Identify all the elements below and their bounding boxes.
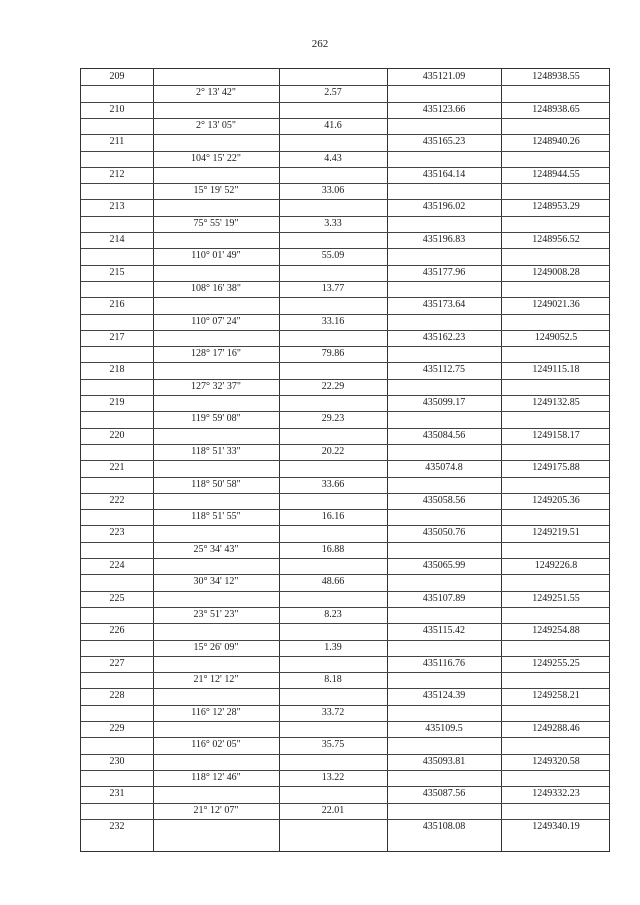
point-number: 212 (109, 168, 125, 180)
segment-distance: 22.01 (321, 804, 345, 816)
coordinate-x: 435173.64 (422, 299, 466, 311)
coordinate-y: 1249255.25 (532, 657, 580, 669)
point-number: 225 (109, 592, 125, 604)
coordinate-x: 435074.8 (425, 462, 463, 474)
coordinate-y: 1249251.55 (532, 592, 580, 604)
bearing-angle: 127° 32' 37" (191, 380, 241, 392)
coordinate-y: 1249115.18 (532, 364, 580, 376)
segment-distance: 22.29 (321, 380, 345, 392)
point-number: 227 (109, 657, 125, 669)
point-number: 217 (109, 331, 125, 343)
coordinate-x: 435099.17 (422, 397, 466, 408)
coordinate-x: 435196.02 (422, 201, 466, 213)
segment-distance: 4.43 (324, 152, 342, 164)
point-number: 219 (109, 397, 125, 408)
point-number: 224 (109, 560, 125, 571)
coordinate-x: 435165.23 (422, 136, 466, 148)
coordinate-y: 1249288.46 (532, 723, 580, 734)
segment-distance: 41.6 (324, 119, 342, 131)
coordinate-y: 1248938.55 (532, 71, 580, 82)
coordinate-y: 1249340.19 (532, 820, 580, 832)
bearing-angle: 2° 13' 42" (196, 87, 236, 99)
coordinate-y: 1249021.36 (532, 299, 580, 311)
segment-distance: 55.09 (321, 250, 345, 262)
segment-distance: 33.06 (321, 185, 345, 197)
coordinate-x: 435109.5 (425, 723, 463, 734)
bearing-angle: 110° 07' 24" (191, 315, 241, 327)
coordinate-y: 1248944.55 (532, 168, 580, 180)
coordinate-x: 435115.42 (422, 625, 466, 637)
bearing-angle: 104° 15' 22" (191, 152, 241, 164)
point-number: 221 (109, 462, 125, 474)
coordinate-x: 435164.14 (422, 168, 466, 180)
point-number: 231 (109, 788, 125, 800)
coordinate-y: 1249226.8 (534, 560, 578, 571)
coordinate-x: 435087.56 (422, 788, 466, 800)
coordinate-y: 1249219.51 (532, 527, 580, 539)
coordinate-y: 1248938.65 (532, 103, 580, 115)
segment-distance: 2.57 (324, 87, 342, 99)
coordinate-y: 1249052.5 (534, 331, 578, 343)
coordinate-table (80, 68, 610, 852)
bearing-angle: 110° 01' 49" (191, 250, 241, 262)
coordinate-x: 435050.76 (422, 527, 466, 539)
coordinate-x: 435058.56 (422, 494, 466, 506)
segment-distance: 8.18 (324, 674, 342, 686)
bearing-angle: 75° 55' 19" (193, 217, 239, 229)
coordinate-x: 435084.56 (422, 429, 466, 441)
point-number: 232 (109, 820, 125, 832)
bearing-angle: 118° 50' 58" (191, 478, 241, 490)
point-number: 210 (109, 103, 125, 115)
point-number: 230 (109, 755, 125, 767)
segment-distance: 33.16 (321, 315, 345, 327)
bearing-angle: 15° 26' 09" (193, 641, 239, 653)
coordinate-y: 1249254.88 (532, 625, 580, 637)
coordinate-y: 1249175.88 (532, 462, 580, 474)
point-number: 218 (109, 364, 125, 376)
segment-distance: 33.66 (321, 478, 345, 490)
coordinate-x: 435112.75 (422, 364, 466, 376)
coordinate-y: 1249258.21 (532, 690, 580, 702)
coordinate-x: 435123.66 (422, 103, 466, 115)
bearing-angle: 2° 13' 05" (196, 119, 236, 131)
bearing-angle: 118° 51' 33" (191, 445, 241, 457)
segment-distance: 20.22 (321, 445, 345, 457)
bearing-angle: 119° 59' 08" (191, 413, 241, 425)
page-number: 262 (311, 38, 329, 50)
bearing-angle: 21° 12' 07" (193, 804, 239, 816)
point-number: 215 (109, 266, 125, 278)
segment-distance: 8.23 (324, 608, 342, 620)
coordinate-x: 435108.08 (422, 820, 466, 832)
coordinate-y: 1249158.17 (532, 429, 580, 441)
coordinate-y: 1249008.28 (532, 266, 580, 278)
bearing-angle: 108° 16' 38" (191, 282, 241, 294)
coordinate-y: 1248956.52 (532, 234, 580, 245)
point-number: 216 (109, 299, 125, 311)
bearing-angle: 116° 02' 05" (191, 739, 241, 751)
point-number: 228 (109, 690, 125, 702)
segment-distance: 3.33 (324, 217, 342, 229)
coordinate-y: 1249332.23 (532, 788, 580, 800)
segment-distance: 33.72 (321, 706, 345, 718)
point-number: 213 (109, 201, 125, 213)
coordinate-x: 435065.99 (422, 560, 466, 571)
point-number: 222 (109, 494, 125, 506)
point-number: 220 (109, 429, 125, 441)
segment-distance: 13.77 (321, 282, 345, 294)
point-number: 209 (109, 71, 125, 82)
coordinate-x: 435196.83 (422, 234, 466, 245)
coordinate-y: 1248940.26 (532, 136, 580, 148)
bearing-angle: 23° 51' 23" (193, 608, 239, 620)
bearing-angle: 21° 12' 12" (193, 674, 239, 686)
segment-distance: 48.66 (321, 576, 345, 588)
coordinate-x: 435124.39 (422, 690, 466, 702)
bearing-angle: 30° 34' 12" (193, 576, 239, 588)
segment-distance: 1.39 (324, 641, 342, 653)
coordinate-y: 1248953.29 (532, 201, 580, 213)
coordinate-y: 1249205.36 (532, 494, 580, 506)
coordinate-x: 435093.81 (422, 755, 466, 767)
segment-distance: 16.88 (321, 543, 345, 555)
bearing-angle: 15° 19' 52" (193, 185, 239, 197)
coordinate-x: 435162.23 (422, 331, 466, 343)
segment-distance: 16.16 (321, 511, 345, 523)
coordinate-y: 1249320.58 (532, 755, 580, 767)
coordinate-x: 435121.09 (422, 71, 466, 82)
point-number: 229 (109, 723, 125, 734)
bearing-angle: 25° 34' 43" (193, 543, 239, 555)
segment-distance: 29.23 (321, 413, 345, 425)
point-number: 223 (109, 527, 125, 539)
coordinate-x: 435177.96 (422, 266, 466, 278)
bearing-angle: 118° 51' 55" (191, 511, 241, 523)
coordinate-x: 435107.89 (422, 592, 466, 604)
bearing-angle: 128° 17' 16" (191, 348, 241, 360)
point-number: 214 (109, 234, 125, 245)
segment-distance: 13.22 (321, 771, 345, 783)
point-number: 226 (109, 625, 125, 637)
segment-distance: 79.86 (321, 348, 345, 360)
bearing-angle: 116° 12' 28" (191, 706, 241, 718)
coordinate-x: 435116.76 (422, 657, 466, 669)
coordinate-y: 1249132.85 (532, 397, 580, 408)
segment-distance: 35.75 (321, 739, 345, 751)
bearing-angle: 118° 12' 46" (191, 771, 241, 783)
point-number: 211 (109, 136, 125, 148)
